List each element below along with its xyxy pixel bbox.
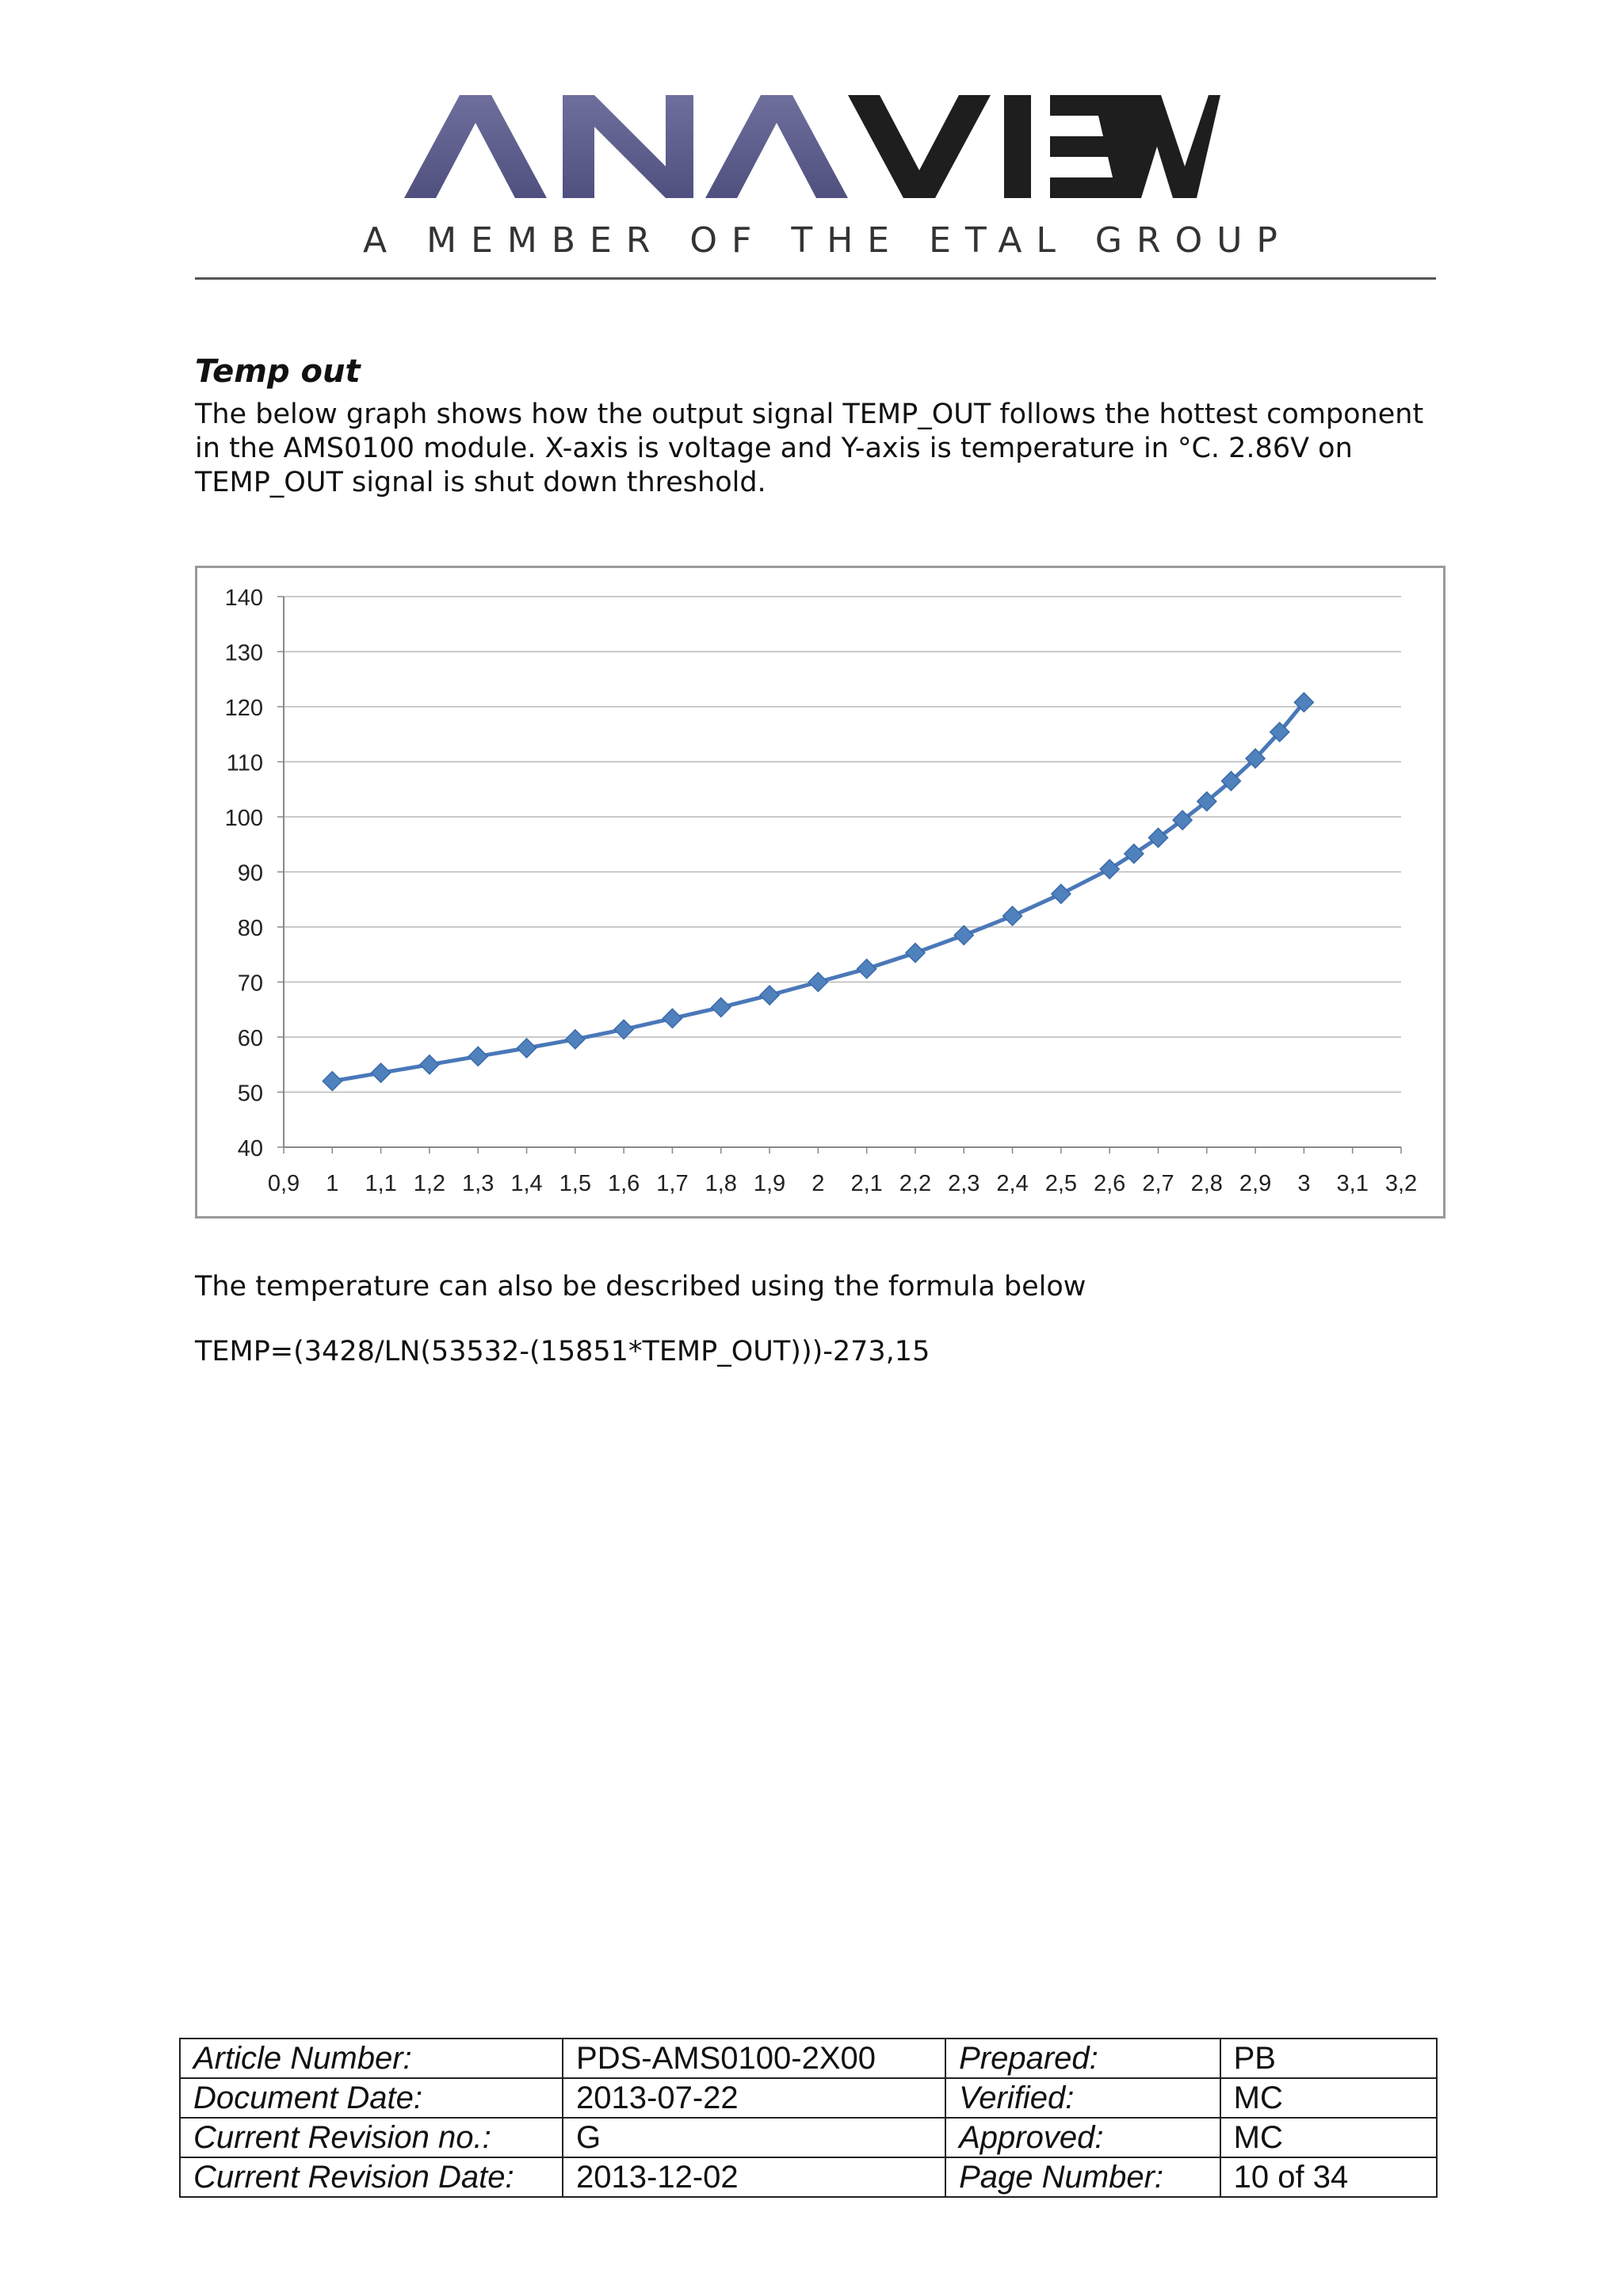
data-point-marker: [566, 1030, 585, 1049]
x-tick-label: 2,6: [1094, 1171, 1126, 1196]
chart-canvas: [197, 568, 1443, 1216]
y-tick-label: 40: [237, 1136, 263, 1161]
x-tick-label: 1,8: [705, 1171, 737, 1196]
y-tick-label: 90: [237, 860, 263, 887]
series-markers: [323, 692, 1313, 1090]
y-tick-label: 140: [224, 585, 263, 611]
x-tick-label: 2,3: [948, 1171, 980, 1196]
x-tick-label: 2,7: [1142, 1171, 1174, 1196]
x-tick-label: 1,7: [656, 1171, 689, 1196]
table-row: [180, 2118, 1437, 2157]
x-tick-label: 1,6: [607, 1171, 640, 1196]
approved-value: MC: [1220, 2118, 1437, 2157]
y-tick-label: 120: [224, 696, 263, 721]
data-point-marker: [323, 1072, 342, 1091]
data-point-marker: [808, 973, 827, 992]
section-heading: Temp out: [195, 353, 361, 390]
data-point-marker: [372, 1063, 391, 1082]
data-point-marker: [954, 925, 973, 944]
formula-intro: The temperature can also be described using the formula below: [195, 1271, 1086, 1302]
x-tick-label: 2: [812, 1171, 825, 1196]
chart-axes: [277, 597, 1401, 1154]
x-tick-label: 2,9: [1239, 1171, 1272, 1196]
x-tick-label: 1,5: [559, 1171, 591, 1196]
data-point-marker: [712, 997, 731, 1016]
article-number-label: Article Number:: [180, 2039, 563, 2078]
data-point-marker: [517, 1039, 537, 1058]
temperature-formula: TEMP=(3428/LN(53532-(15851*TEMP_OUT)))-273,15: [195, 1336, 930, 1367]
x-tick-label: 3: [1297, 1171, 1311, 1196]
logo-tagline: A MEMBER OF THE ETAL GROUP: [363, 220, 1292, 261]
verified-value: MC: [1220, 2078, 1437, 2118]
data-point-marker: [614, 1020, 633, 1039]
table-row: [180, 2157, 1437, 2197]
article-number-value: PDS-AMS0100-2X00: [563, 2039, 945, 2078]
x-tick-label: 2,2: [899, 1171, 932, 1196]
y-tick-label: 110: [226, 750, 263, 776]
table-row: [180, 2039, 1437, 2078]
x-tick-label: 2,5: [1044, 1171, 1078, 1196]
anaview-logo-mark: [404, 87, 1220, 206]
x-tick-label: 2,1: [850, 1171, 883, 1196]
y-tick-labels: [225, 585, 263, 1161]
revision-number-label: Current Revision no.:: [180, 2118, 563, 2157]
x-tick-label: 2,8: [1190, 1171, 1223, 1196]
series-line: [332, 702, 1304, 1081]
x-tick-label: 1,4: [510, 1171, 543, 1196]
data-point-marker: [906, 944, 925, 963]
x-tick-label: 2,4: [996, 1171, 1029, 1196]
approved-label: Approved:: [945, 2118, 1220, 2157]
data-point-marker: [1052, 884, 1071, 903]
y-tick-label: 60: [237, 1026, 263, 1051]
x-tick-label: 1,2: [413, 1171, 446, 1196]
page-number-value: 10 of 34: [1220, 2157, 1437, 2197]
chart-gridlines: [284, 597, 1401, 1093]
data-point-marker: [663, 1009, 682, 1028]
data-point-marker: [420, 1055, 439, 1074]
y-tick-label: 80: [237, 916, 263, 941]
x-tick-label: 1,1: [365, 1171, 397, 1196]
x-tick-label: 1,3: [462, 1171, 495, 1196]
y-tick-label: 70: [237, 971, 263, 997]
temp-out-chart: [195, 566, 1445, 1219]
x-tick-label: 1: [326, 1171, 339, 1196]
prepared-value: PB: [1220, 2039, 1437, 2078]
verified-label: Verified:: [945, 2078, 1220, 2118]
document-date-label: Document Date:: [180, 2078, 563, 2118]
data-point-marker: [1003, 906, 1022, 925]
y-tick-label: 130: [224, 640, 263, 666]
page-number-label: Page Number:: [945, 2157, 1220, 2197]
x-tick-label: 1,9: [753, 1171, 786, 1196]
y-tick-label: 100: [224, 806, 263, 831]
document-date-value: 2013-07-22: [563, 2078, 945, 2118]
data-point-marker: [857, 959, 876, 978]
data-point-marker: [1100, 860, 1119, 879]
x-tick-label: 0,9: [267, 1171, 300, 1196]
data-point-marker: [468, 1047, 487, 1066]
table-row: [180, 2078, 1437, 2118]
prepared-label: Prepared:: [945, 2039, 1220, 2078]
data-point-marker: [760, 986, 779, 1005]
header-divider: [195, 277, 1436, 280]
revision-date-value: 2013-12-02: [563, 2157, 945, 2197]
x-tick-label: 3,2: [1384, 1171, 1418, 1196]
y-tick-label: 50: [237, 1081, 263, 1107]
revision-number-value: G: [563, 2118, 945, 2157]
revision-date-label: Current Revision Date:: [180, 2157, 563, 2197]
x-tick-label: 3,1: [1336, 1171, 1369, 1196]
intro-paragraph: The below graph shows how the output signal TEMP_OUT follows the hottest component in the AMS0100 module. X-axis is voltage and Y-axis is temperature in °C. 2.86V on TEMP_OUT signal is shut down threshold.: [195, 399, 1424, 498]
x-tick-labels: [268, 1171, 1417, 1196]
document-info-table: [179, 2038, 1438, 2198]
